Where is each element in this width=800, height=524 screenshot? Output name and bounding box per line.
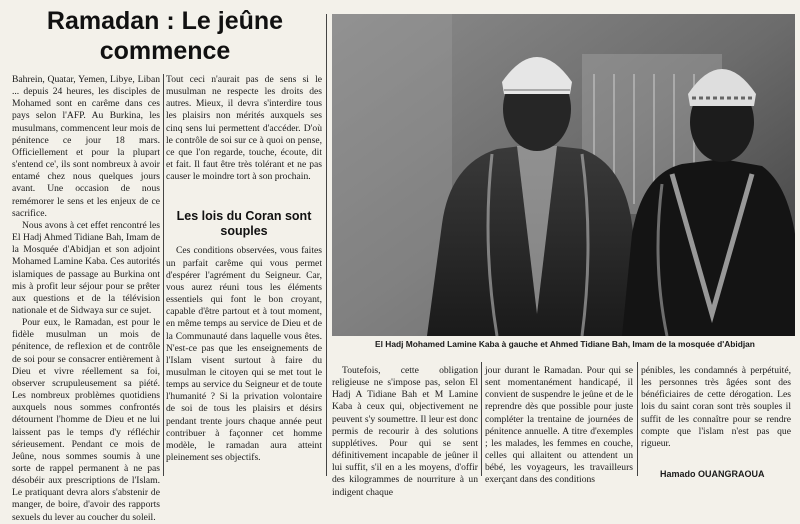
column-3 <box>332 365 478 499</box>
column-divider <box>637 362 638 476</box>
subheadline: Les lois du Coran sont souples <box>176 209 312 239</box>
paragraph: Toutefois, cette obligation religieuse ne s'impose pas, selon El Hadj A Tidiane Bah et M Lamine Kaba à ceux qui, objectivement ne peuvent s'y soumettre. Il leur est donc permis de recourir à des solutions supplétives. Pour qui se sent définitivement incapable de jeûner il lui suffit, s'il en a les moyens, d'offir des kilogrammes de nourriture à un indigent chaque <box>332 365 478 498</box>
column-2 <box>166 74 322 464</box>
column-4 <box>485 365 633 487</box>
paragraph: Pour eux, le Ramadan, est pour le fidèle musulman un mois de pénitence, de reflexion et de contrôle de soi pour se consacrer entièrement à Dieu et vivre réellement sa foi, observer scrupuleusement sa piété. Les nombreux problèmes quotidiens auxquels nous sommes confrontés détournent l'homme de Dieu et ne lui laissent pas le temps d'y réfléchir sérieusement. Pendant ce mois de Jeûne, nous sommes soumis à une sorte de rappel permanent à ne pas désobéir aux prescriptions de l'Islam. Le pratiquant devra alors s'abstenir de manger, de boire, d'avoir des rapports sexuels du lever au coucher du soleil. <box>12 317 160 523</box>
paragraph: Ces conditions observées, vous faites un parfait carême qui vous permet d'espérer l'agrément du Seigneur. Car, vous aurez réuni tous les éléments essentiels qui font le bon croyant, capable d'être partout et à tout moment, en même temps au service de Dieu et de la Communauté dans laquelle vous êtes. N'est-ce pas que les enseignements de l'Islam visent surtout à faire du musulman le citoyen qui se met tout le temps au service du Seigneur et de toute l'humanité ? Si la privation volontaire de soi de tous les plaisirs et désirs pendant trente jours chaque année peut contribuer à façonner cet homme modèle, le ramadan aura atteint pleinement ses objectifs. <box>166 245 322 464</box>
column-divider <box>326 14 327 476</box>
paragraph: Bahrein, Quatar, Yemen, Libye, Liban ... depuis 24 heures, les disciples de Mohamed sont en carême dans ces pays selon l'AFP. Au Burkina, les musulmans, commencent leur mois de pénitence ce jour 18 mars. Officiellement et pour la plupart s'entend ce', ils sont nombreux à avoir entamé chez nous quelques jours avant. Une occasion de nous remémorer le sens et les enjeux de ce sacrifice. <box>12 74 160 219</box>
column-1 <box>12 74 160 524</box>
column-5 <box>641 365 791 450</box>
paragraph: jour durant le Ramadan. Pour qui se sent momentanément handicapé, il convient de suspendre le jeûne et de le reprendre dès que possible pour juste compléter la trentaine de journées de pénitence annuelle. A titre d'exemples ; les malades, les femmes en couche, celles qui allaitent ou attendent un bébé, les voyageurs, les travailleurs exerçant dans des conditions <box>485 365 633 486</box>
column-divider <box>481 362 482 476</box>
paragraph: Tout ceci n'aurait pas de sens si le musulman ne respecte les droits des autres. Mieux, il devra s'interdire tous les plaisirs non mérités auxquels ses cinq sens lui permettent d'accéder. D'où le contrôle de soi sur ce à quoi on pense, ce que l'on regarde, touche, écoute, dit et fait. Il faut être très tolérant et ne pas causer le moindre tort à son prochain. <box>166 74 322 183</box>
paragraph: pénibles, les condamnés à perpétuité, les personnes très âgées sont des bénéficiaires de cette dérogation. Les lois du saint coran sont très souples il suffit de les connaître pour se rendre compte que l'islam n'est pas que rigueur. <box>641 365 791 449</box>
column-divider <box>163 74 164 476</box>
photo <box>332 14 795 336</box>
headline: Ramadan : Le jeûne commence <box>46 7 284 65</box>
paragraph: Nous avons à cet effet rencontré les El Hadj Ahmed Tidiane Bah, Imam de la Mosquée d'Abidjan et son adjoint Mohamed Lamine Kaba. Ces autorités islamiques de passage au Burkina ont mis à profit leur séjour pour se prêter aux questions et de la télévision nationale et de Sidwaya sur ce sujet. <box>12 219 160 316</box>
photo-image <box>332 14 795 336</box>
photo-caption: El Hadj Mohamed Lamine Kaba à gauche et Ahmed Tidiane Bah, Imam de la mosquée d'Abidjan <box>375 339 755 349</box>
byline: Hamado OUANGRAOUA <box>660 469 765 479</box>
